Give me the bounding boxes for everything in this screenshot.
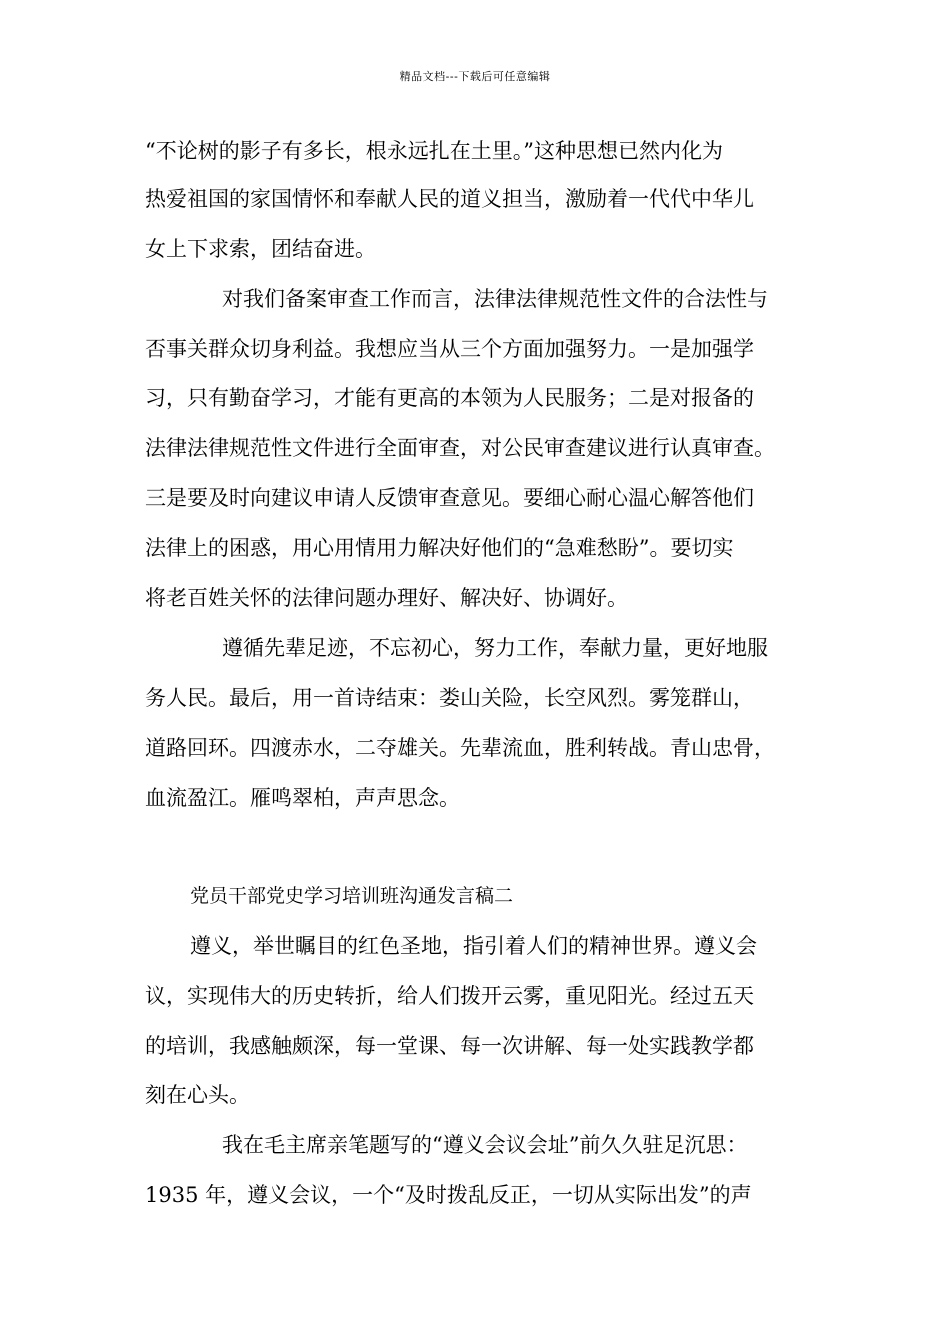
paragraph-line: 遵循先辈足迹，不忘初心，努力工作，奉献力量，更好地服 (222, 636, 768, 660)
paragraph-line: 道路回环。四渡赤水，二夺雄关。先辈流血，胜利转战。青山忠骨， (145, 736, 775, 760)
paragraph-line: 女上下求索，团结奋进。 (145, 237, 376, 261)
paragraph-line: 我在毛主席亲笔题写的“遵义会议会址”前久久驻足沉思： (222, 1133, 748, 1157)
paragraph-line: 否事关群众切身利益。我想应当从三个方面加强努力。一是加强学 (145, 337, 754, 361)
paragraph-line: 的培训，我感触颇深，每一堂课、每一次讲解、每一处实践教学都 (145, 1034, 754, 1058)
section-title: 党员干部党史学习培训班沟通发言稿二 (190, 885, 514, 907)
paragraph-line: 刻在心头。 (145, 1083, 250, 1107)
page-header: 精品文档---下载后可任意编辑 (399, 70, 551, 83)
paragraph-line: 血流盈江。雁鸣翠柏，声声思念。 (145, 786, 460, 810)
paragraph-line: 1935 年，遵义会议，一个“及时拨乱反正，一切从实际出发”的声 (145, 1183, 752, 1207)
paragraph-line: 法律法律规范性文件进行全面审查，对公民审查建议进行认真审查。 (145, 436, 775, 460)
paragraph-line: “不论树的影子有多长，根永远扎在土里。”这种思想已然内化为 (145, 139, 723, 163)
paragraph-line: 将老百姓关怀的法律问题办理好、解决好、协调好。 (145, 586, 628, 610)
paragraph-line: 法律上的困惑，用心用情用力解决好他们的“急难愁盼”。要切实 (145, 536, 734, 560)
paragraph-line: 热爱祖国的家国情怀和奉献人民的道义担当，激励着一代代中华儿 (145, 187, 754, 211)
paragraph-line: 务人民。最后，用一首诗结束：娄山关险，长空风烈。雾笼群山， (145, 686, 754, 710)
paragraph-line: 遵义，举世瞩目的红色圣地，指引着人们的精神世界。遵义会 (190, 934, 757, 958)
paragraph-line: 议，实现伟大的历史转折，给人们拨开云雾，重见阳光。经过五天 (145, 984, 754, 1008)
paragraph-line: 对我们备案审查工作而言，法律法律规范性文件的合法性与 (222, 287, 768, 311)
paragraph-line: 习，只有勤奋学习，才能有更高的本领为人民服务；二是对报备的 (145, 386, 754, 410)
paragraph-line: 三是要及时向建议申请人反馈审查意见。要细心耐心温心解答他们 (145, 486, 754, 510)
